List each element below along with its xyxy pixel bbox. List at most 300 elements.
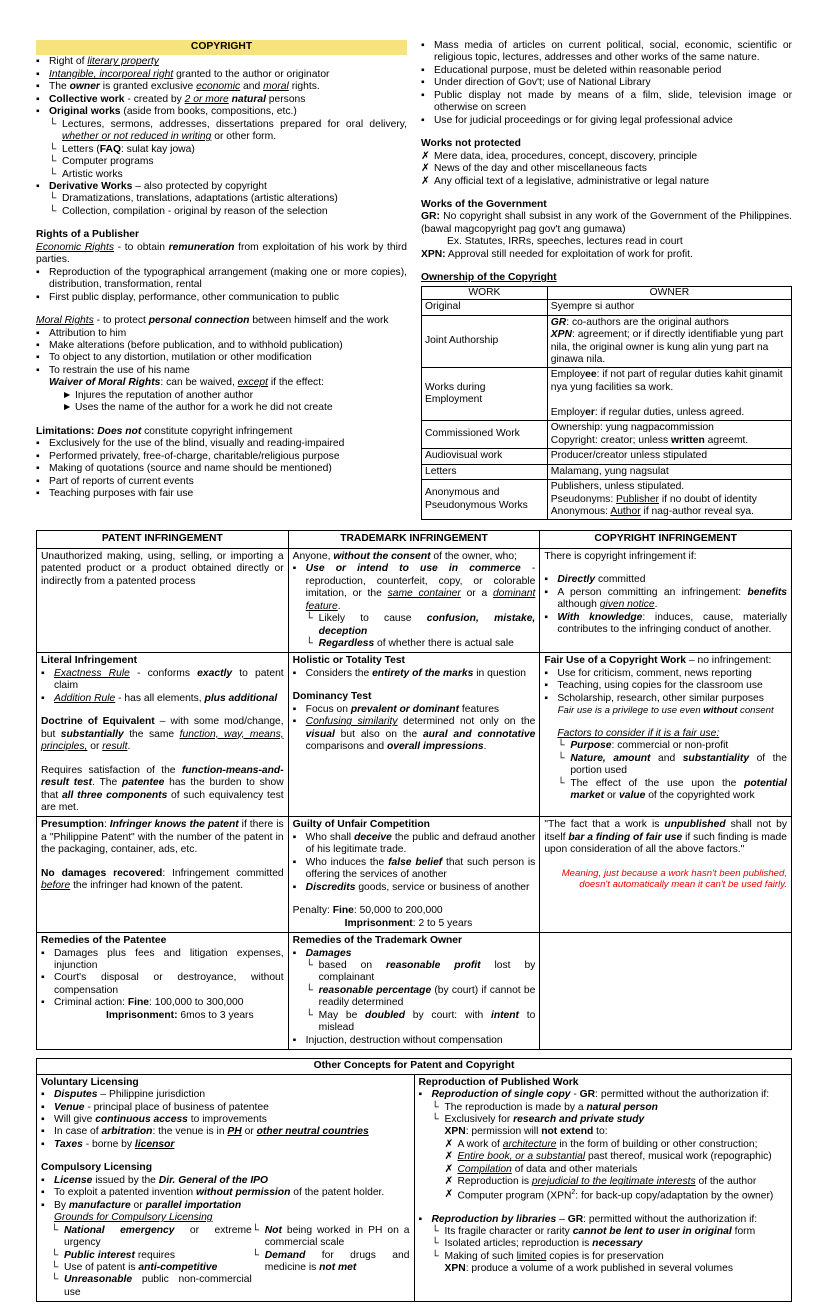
infringement-row [37,933,792,1050]
arrow-icon: ► [62,402,73,414]
bullet-icon: ▪ [544,586,548,598]
trademark-cell [288,653,540,817]
text: Compilation of data and other materials [457,1163,638,1175]
bullet-icon: ▪ [292,667,297,679]
bullet-icon: ▪ [292,881,297,893]
text-line [419,1102,788,1114]
text: Any official text of a legislative, administrative or legal nature [434,175,710,187]
text: Computer program (XPN$^2$: for back-up copy/adaptation by the owner) [457,1188,774,1202]
text-line [252,1250,410,1275]
text-line [51,1225,252,1250]
work-cell: Anonymous and Pseudonymous Works [422,480,548,520]
text: To object to any distortion, mutilation or other modification [49,352,312,364]
ownership-row [422,368,792,421]
text: GR: No copyright shall subsist in any work of the Government of the Philippines. (bawal magcopyright pag gov't ang gumawa) [421,211,792,235]
text-line [419,1089,788,1101]
text-line [41,972,284,997]
copyright-title: COPYRIGHT [36,40,407,55]
bullet-icon: ▪ [292,703,297,715]
bullet-icon: ▪ [36,56,40,68]
text-line [36,438,407,450]
text-line [544,753,787,778]
infringement-table [36,530,792,1050]
grounds-columns [51,1225,410,1300]
text-line [36,377,407,389]
text-line [293,857,536,882]
text-line [544,680,787,692]
trademark-cell [288,817,540,933]
text-line [421,236,792,248]
branch-icon: └ [305,1009,313,1021]
text-line [421,151,792,163]
text: The owner is granted exclusive economic and moral rights. [49,81,320,93]
bullet-icon: ▪ [36,450,40,462]
bullet-icon: ▪ [41,1113,45,1125]
branch-icon: └ [557,777,565,789]
text: "The fact that a work is unpublished shall not by itself bar a finding of fair use if such finding is made upon consideration of all the above factors." [544,819,787,856]
text: Reproduction by libraries – GR: permitted without the authorization if: [431,1213,758,1225]
branch-icon: └ [49,205,57,217]
text: Use or intend to use in commerce - reproduction, counterfeit, copy, or colorable imitation, or the same container or a dominant feature. [305,563,536,612]
branch-icon: └ [49,118,57,130]
bullet-icon: ▪ [36,266,40,278]
x-mark-icon: ✗ [444,1138,454,1150]
owner-cell: Employee: if not part of regular duties kahit ginamit nya yung facilities sa work. Employer: if regular duties, unless agreed. [547,368,791,421]
text: based on reasonable profit lost by complainant [318,960,536,984]
text: Reproduction is prejudicial to the legitimate interests of the author [457,1176,757,1188]
text-line [41,868,284,893]
text: By manufacture or parallel importation [54,1199,242,1211]
text-line [41,716,284,753]
text: Use of patent is anti-competitive [64,1261,218,1273]
work-cell: Joint Authorship [422,315,548,368]
text: Collective work - created by 2 or more natural persons [49,93,306,105]
x-mark-icon: ✗ [444,1176,454,1188]
text: There is copyright infringement if: [544,550,697,562]
text-line [36,292,407,304]
text-line [41,819,284,856]
licensing-cell [37,1074,415,1302]
text-line [36,476,407,488]
branch-icon: └ [49,156,57,168]
spacer [36,218,407,229]
text-line [419,1077,788,1089]
text-line [293,832,536,857]
text-line [544,612,787,637]
text: Make alterations (before publication, and to withhold publication) [49,339,343,351]
text-line [41,765,284,815]
text: Works of the Government [421,198,547,210]
text: Criminal action: Fine: 100,000 to 300,000 [54,997,244,1009]
copyright-section [36,40,792,520]
text-line [421,65,792,77]
trademark-cell [288,548,540,653]
text: Exactness Rule - conforms exactly to patent claim [54,667,284,692]
text: No damages recovered: Infringement committed before the infringer had known of the patent. [41,867,284,892]
ownership-row [422,421,792,449]
bullet-icon: ▪ [292,1034,297,1046]
text: May be doubled by court: with intent to mislead [318,1009,536,1034]
text-line [544,740,787,752]
text-line [36,463,407,475]
text: Exclusively for research and private study [444,1113,645,1125]
arrow-icon: ► [62,389,73,401]
text: Part of reports of current events [49,475,194,487]
text: Its fragile character or rarity cannot be lent to user in original form [444,1226,756,1238]
text: reasonable percentage (by court) if cannot be readily determined [318,984,536,1009]
branch-icon: └ [557,740,565,752]
text-line [544,574,787,586]
infringement-row [37,653,792,817]
text: Demand for drugs and medicine is not met [264,1249,410,1273]
text-line [41,551,284,588]
patent-cell [37,548,289,653]
text-line [36,181,407,193]
text: Discredits goods, service or business of another [305,881,530,893]
text-line [41,1212,410,1224]
text-line [421,163,792,175]
text-line [41,1126,410,1138]
owner-cell: GR: co-authors are the original authors XPN: agreement; or if directly identifiable yung part nila, the original owner is kung alin yung part na ginawa nila. [547,315,791,368]
text: Exclusively for the use of the blind, visually and reading-impaired [49,438,345,450]
text-line [36,365,407,377]
text-line [36,144,407,156]
text: Mass media of articles on current political, social, economic, scientific or religious topic, lectures, addresses and other works of the same nature. [434,40,792,64]
text-line [36,119,407,144]
branch-icon: └ [49,168,57,180]
text: Public interest requires [64,1249,176,1261]
text: Disputes – Philippine jurisdiction [54,1089,206,1101]
text-line [419,1263,788,1275]
text: Attribution to him [49,327,127,339]
bullet-icon: ▪ [36,81,40,93]
text: Unauthorized making, using, selling, or importing a patented product or a product obtained directly or indirectly from a patented process [41,550,284,587]
ownership-row [422,315,792,368]
text: Voluntary Licensing [41,1076,139,1088]
branch-icon: └ [431,1250,439,1262]
text-line [293,704,536,716]
text: Use for judicial proceedings or for giving legal professional advice [434,114,733,126]
text: Meaning, just because a work hasn't been published, doesn't automatically mean it can't be used fairly. [561,867,787,891]
bullet-icon: ▪ [36,180,40,192]
copyright-right-lines [421,40,792,272]
text: Guilty of Unfair Competition [292,819,430,831]
copyright-left-lines [36,56,407,500]
infringement-table-head [37,531,792,548]
text: Economic Rights - to obtain remuneration from exploitation of his work by third parties. [36,241,408,266]
spacer [421,127,792,138]
text: Fair use is a privilege to use even without consent [557,705,774,717]
text: XPN: produce a volume of a work published in several volumes [444,1263,733,1275]
ownership-row [422,449,792,464]
spacer [544,717,787,728]
text-line [293,716,536,753]
branch-icon: └ [431,1226,439,1238]
bullet-icon: ▪ [41,1187,45,1199]
branch-icon: └ [251,1249,260,1261]
infringement-col-trademark: TRADEMARK INFRINGEMENT [288,531,540,548]
branch-icon: └ [51,1249,59,1261]
text-line [419,1151,788,1163]
text-line [36,390,407,402]
text-line [41,935,284,947]
bullet-icon: ▪ [41,972,45,984]
text: Fair Use of a Copyright Work – no infringement: [544,655,772,667]
text: XPN: Approval still needed for exploitation of work for profit. [421,248,693,260]
ownership-table-head [422,286,792,299]
infringement-header-row [37,531,792,548]
text-line [252,1225,410,1250]
other-concepts-body [37,1074,792,1302]
text: Purpose: commercial or non-profit [570,740,729,752]
text-line [41,1114,410,1126]
text-line [41,668,284,693]
owner-cell: Producer/creator unless stipulated [547,449,791,464]
reproduction-cell [414,1074,792,1302]
infringement-table-body [37,548,792,1049]
text-line [544,778,787,803]
bullet-icon: ▪ [292,856,297,868]
patent-cell [37,817,289,933]
text: Teaching purposes with fair use [49,487,194,499]
bullet-icon: ▪ [41,667,45,679]
text: Entire book, or a substantial past thereof, musical work (repographic) [457,1151,772,1163]
text-line [36,169,407,181]
text-line [36,106,407,118]
text-line [36,206,407,218]
copyright-cell [540,548,792,653]
text: Collection, compilation - original by reason of the selection [62,205,328,217]
text-line [41,1175,410,1187]
text-line [36,426,407,438]
copyright-cell [540,653,792,817]
text-line [41,655,284,667]
text: The effect of the use upon the potential market or value of the copyrighted work [570,777,787,802]
text: Requires satisfaction of the function-means-and-result test. The patentee has the burden to show that all three components of such equivalency test are met. [41,764,284,814]
grounds-left [51,1225,252,1300]
text-line [51,1250,252,1262]
bullet-icon: ▪ [421,40,425,51]
ownership-heading: Ownership of the Copyright [421,272,557,284]
spacer [419,1203,788,1214]
text-line [421,211,792,236]
text-line [544,819,787,856]
other-concepts-row [37,1074,792,1302]
infringement-col-copyright: COPYRIGHT INFRINGEMENT [540,531,792,548]
bullet-icon: ▪ [36,68,40,80]
text: Taxes - borne by licensor [54,1138,175,1150]
text-line [419,1226,788,1238]
text-line [293,691,536,703]
reproduction-lines [419,1077,788,1276]
text: The reproduction is made by a natural person [444,1101,658,1113]
text-line [293,1035,536,1047]
ownership-row [422,480,792,520]
text-line [544,705,787,717]
x-mark-icon: ✗ [444,1151,454,1163]
x-mark-icon: ✗ [444,1188,454,1200]
bullet-icon: ▪ [421,89,425,101]
text-line [36,451,407,463]
bullet-icon: ▪ [544,680,548,692]
branch-icon: └ [305,984,313,996]
text: Reproduction of single copy - GR: permitted without the authorization if: [431,1089,770,1101]
x-mark-icon: ✗ [421,175,430,187]
spacer [544,857,787,868]
text-line [41,1010,284,1022]
branch-icon: └ [51,1224,59,1236]
bullet-icon: ▪ [41,947,45,959]
text-line [36,81,407,93]
text: First public display, performance, other communication to public [49,291,339,303]
text: Imprisonment: 6mos to 3 years [106,1009,254,1021]
text: Holistic or Totality Test [292,655,405,667]
spacer [293,680,536,691]
text: Reproduction of the typographical arrangement (making one or more copies), distribution, transformation, rental [49,266,407,291]
patent-cell [37,653,289,817]
text: Scholarship, research, other similar purposes [557,692,764,704]
copyright-right-column [421,40,792,520]
bullet-icon: ▪ [36,327,40,339]
text-line [36,156,407,168]
text-line [293,563,536,613]
bullet-icon: ▪ [36,352,40,364]
work-cell: Works during Employment [422,368,548,421]
text-line [41,948,284,973]
text-line [36,402,407,414]
text: Remedies of the Trademark Owner [292,935,463,947]
work-cell: Commissioned Work [422,421,548,449]
bullet-icon: ▪ [36,487,40,499]
text-line [293,935,536,947]
spacer [41,705,284,716]
text-line [421,176,792,188]
text: Use for criticism, comment, news reporting [557,667,752,679]
spacer [36,415,407,426]
text-line [293,905,536,917]
text-line [293,1010,536,1035]
branch-icon: └ [51,1274,59,1286]
text: Penalty: Fine: 50,000 to 200,000 [292,905,443,917]
text-line [293,985,536,1010]
infringement-col-patent: PATENT INFRINGEMENT [37,531,289,548]
owner-cell: Ownership: yung nagpacommission Copyright: creator; unless written agreemt. [547,421,791,449]
other-concepts-title-row [37,1059,792,1074]
bullet-icon: ▪ [41,1174,45,1186]
text: Right of literary property [49,56,159,68]
other-concepts-title: Other Concepts for Patent and Copyright [37,1059,792,1074]
text: Waiver of Moral Rights: can be waived, except if the effect: [49,377,324,389]
text: Focus on prevalent or dominant features [305,703,500,715]
text: Confusing similarity determined not only on the visual but also on the aural and connotative comparisons and overall impressions. [305,716,536,753]
text: News of the day and other miscellaneous facts [434,163,647,175]
branch-icon: └ [305,613,313,625]
text-line [36,352,407,364]
infringement-row [37,548,792,653]
bullet-icon: ▪ [292,716,297,728]
text: Damages plus fees and litigation expenses, injunction [54,947,284,971]
text: Court's disposal or destroyance, without compensation [54,972,284,996]
text-line [41,1187,410,1199]
bullet-icon: ▪ [292,563,297,575]
text: Letters (FAQ: sulat kay jowa) [62,143,195,155]
text: With knowledge: induces, cause, materially contributes to the infringing conduct of another. [557,611,787,636]
text: Making of such limited copies is for preservation [444,1250,664,1262]
text-line [544,587,787,612]
bullet-icon: ▪ [36,93,40,105]
text-line [421,115,792,127]
work-cell: Letters [422,464,548,479]
text-line [419,1189,788,1203]
text-line [544,551,787,563]
text: Anyone, without the consent of the owner, who; [292,550,517,562]
text: Considers the entirety of the marks in question [305,667,527,679]
bullet-icon: ▪ [36,438,40,450]
bullet-icon: ▪ [36,463,40,475]
branch-icon: └ [49,143,57,155]
text-line [544,668,787,680]
bullet-icon: ▪ [544,692,548,704]
text: Public display not made by means of a film, slide, television image or otherwise on screen [434,89,792,114]
text: XPN: permission will not extend to: [444,1126,608,1138]
branch-icon: └ [251,1224,260,1236]
text: Under direction of Gov't; use of National Library [434,77,651,89]
text-line [293,882,536,894]
spacer [421,261,792,272]
spacer [293,894,536,905]
trademark-cell [288,933,540,1050]
text-line [41,1139,410,1151]
text-line [421,199,792,211]
text: Educational purpose, must be deleted within reasonable period [434,64,722,76]
bullet-icon: ▪ [421,77,425,89]
text: Dramatizations, translations, adaptations (artistic alterations) [62,193,338,205]
text: Works not protected [421,138,521,150]
text-line [36,315,407,327]
bullet-icon: ▪ [36,475,40,487]
copyright-cell [540,817,792,933]
text-line [421,90,792,115]
text: Unreasonable public non-commercial use [64,1274,252,1298]
text: Teaching, using copies for the classroom use [557,680,763,692]
bullet-icon: ▪ [41,997,45,1009]
branch-icon: └ [557,752,565,764]
text-line [36,267,407,292]
text-line [41,1102,410,1114]
text: Directly committed [557,574,646,586]
text-line [293,551,536,563]
text: Presumption: Infringer knows the patent if there is a "Philippine Patent" with the number of the patent in the packaging, container, ads, etc. [41,819,284,856]
text: Lectures, sermons, addresses, dissertations prepared for oral delivery, whether or not reduced in writing or other form. [62,118,407,143]
text-line [421,138,792,150]
branch-icon: └ [431,1113,439,1125]
text-line [36,69,407,81]
bullet-icon: ▪ [421,64,425,76]
bullet-icon: ▪ [36,291,40,303]
text: Injuction, destruction without compensation [305,1034,503,1046]
ownership-col-work: WORK [422,286,548,299]
ownership-header-row [422,286,792,299]
text-line [51,1274,252,1299]
text: Remedies of the Patentee [41,935,167,947]
text: Grounds for Compulsory Licensing [54,1212,213,1224]
text: Nature, amount and substantiality of the portion used [570,752,787,777]
branch-icon: └ [305,960,313,971]
other-concepts-head [37,1059,792,1074]
spacer [36,304,407,315]
owner-cell: Malamang, yung nagsulat [547,464,791,479]
licensing-lines [41,1077,410,1225]
